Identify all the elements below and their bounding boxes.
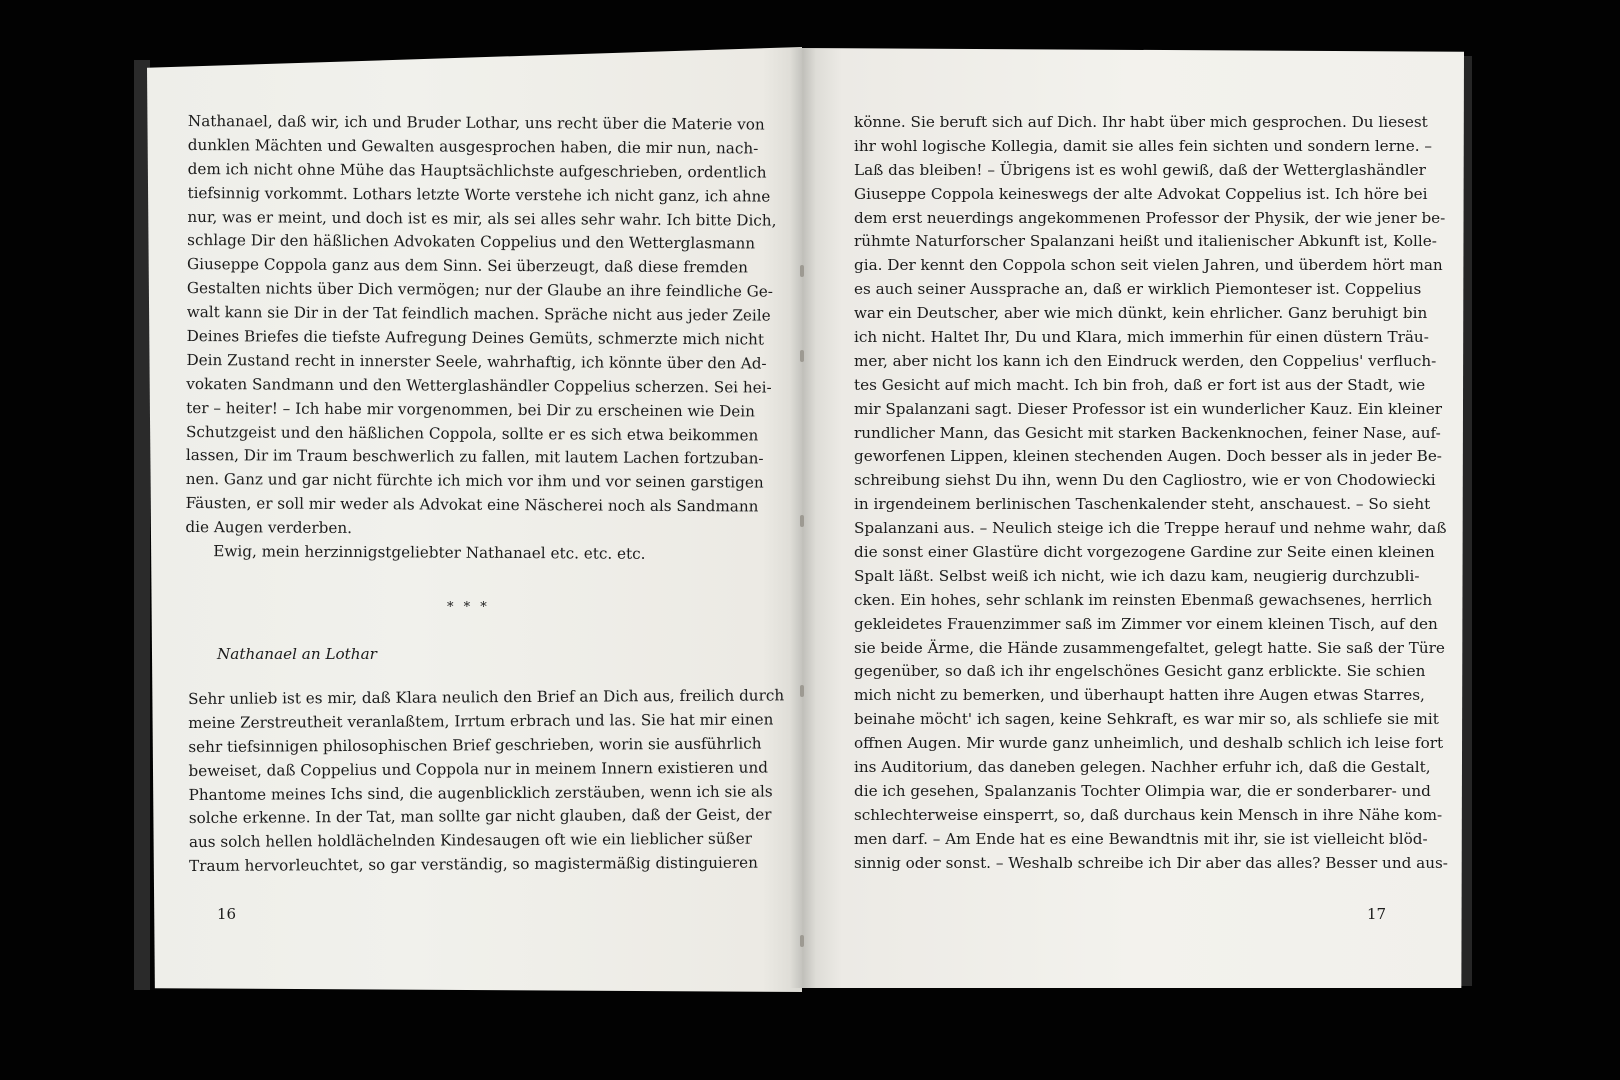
binding-stitch: [800, 265, 804, 277]
binding-stitch: [800, 935, 804, 947]
text-line: solche erkenne. In der Tat, man sollte gar nicht glauben, daß der Geist, der: [188, 805, 772, 828]
text-line: offnen Augen. Mir wurde ganz unheimlich, und deshalb schlich ich leise fort: [854, 734, 1444, 753]
text-line: gegenüber, so daß ich ihr engelschönes Gesicht ganz erblickte. Sie schien: [854, 662, 1426, 681]
text-line: Giuseppe Coppola keineswegs der alte Advokat Coppelius ist. Ich höre bei: [854, 184, 1428, 203]
text-line: die Augen verderben.: [185, 518, 353, 538]
left-paragraph-1: [185, 110, 777, 567]
text-line: Laß das bleiben! – Übrigens ist es wohl gewiß, daß der Wetterglashändler: [854, 160, 1426, 179]
text-line: Spalanzani aus. – Neulich steige ich die Treppe herauf und nehme wahr, daß: [854, 519, 1447, 538]
text-line: könne. Sie beruft sich auf Dich. Ihr habt über mich gesprochen. Du liesest: [854, 113, 1428, 131]
text-line: beinahe möcht' ich sagen, keine Sehkraft, es war mir so, als schliefe sie mit: [854, 710, 1439, 729]
text-line: es auch seiner Aussprache an, daß er wirklich Piemonteser ist. Coppelius: [854, 280, 1422, 299]
text-line: mir Spalanzani sagt. Dieser Professor ist ein wunderlicher Kauz. Ein kleiner: [854, 399, 1442, 418]
text-line: Schutzgeist und den häßlichen Coppola, sollte er es sich etwa beikommen: [185, 422, 759, 445]
text-line: gia. Der kennt den Coppola schon seit vielen Jahren, und überdem hört man: [854, 256, 1443, 275]
section-separator: * * *: [447, 600, 490, 615]
text-line: Spalt läßt. Selbst weiß ich nicht, wie ich dazu kam, neugierig durchzubli-: [854, 566, 1420, 585]
text-line: Gestalten nichts über Dich vermögen; nur der Glaube an ihre feindliche Ge-: [186, 279, 774, 301]
text-line: aus solch hellen holdlächelnden Kindesaugen oft wie ein lieblicher süßer: [188, 829, 753, 852]
text-line: ich nicht. Haltet Ihr, Du und Klara, mich immerhin für einen düstern Träu-: [854, 328, 1429, 347]
text-line: schreibung siehst Du ihn, wenn Du den Cagliostro, wie er von Chodowiecki: [854, 471, 1436, 490]
text-line: lassen, Dir im Traum beschwerlich zu fallen, mit lautem Lachen fortzuban-: [185, 446, 764, 468]
binding-stitch: [800, 515, 804, 527]
text-line: Dein Zustand recht in innerster Seele, wahrhaftig, ich könnte über den Ad-: [186, 350, 767, 373]
text-line: ins Auditorium, das daneben gelegen. Nachher erfuhr ich, daß die Gestalt,: [854, 758, 1431, 777]
text-line: Deines Briefes die tiefste Aufregung Deines Gemüts, schmerzte mich nicht: [186, 327, 765, 349]
text-line: walt kann sie Dir in der Tat feindlich machen. Spräche nicht aus jeder Zeile: [186, 303, 771, 325]
text-line: sinnig oder sonst. – Weshalb schreibe ich Dir aber das alles? Besser und aus-: [854, 853, 1448, 872]
text-line: geworfenen Lippen, kleinen stechenden Augen. Doch besser als in jeder Be-: [854, 447, 1442, 466]
text-line: gekleidetes Frauenzimmer saß im Zimmer vor einem kleinen Tisch, auf den: [854, 614, 1438, 633]
text-line: beweiset, daß Coppelius und Coppola nur in meinem Innern existieren und: [188, 758, 769, 780]
text-line: mer, aber nicht los kann ich den Eindruck werden, den Coppelius' verfluch-: [854, 351, 1437, 370]
text-line: rühmte Naturforscher Spalanzani heißt und italienischer Abkunft ist, Kolle-: [854, 232, 1437, 251]
text-line: tiefsinnig vorkommt. Lothars letzte Worte verstehe ich nicht ganz, ich ahne: [187, 183, 771, 206]
text-line: tes Gesicht auf mich macht. Ich bin froh, daß er fort ist aus der Stadt, wie: [854, 375, 1426, 394]
letter-closing: Ewig, mein herzinnigstgeliebter Nathanael etc. etc. etc.: [213, 542, 646, 563]
text-line: die ich gesehen, Spalanzanis Tochter Olimpia war, die er sonderbarer- und: [854, 781, 1431, 800]
page-number-left: 16: [217, 905, 237, 923]
text-line: schlechterweise einsperrt, so, daß durchaus kein Mensch in ihre Nähe kom-: [854, 805, 1443, 824]
letter-heading: Nathanael an Lothar: [217, 645, 377, 663]
text-line: schlage Dir den häßlichen Advokaten Coppelius und den Wetterglasmann: [187, 231, 756, 253]
text-line: vokaten Sandmann und den Wetterglashändler Coppelius scherzen. Sei hei-: [186, 374, 772, 397]
text-line: mich nicht zu bemerken, und überhaupt hatten ihre Augen etwas Starres,: [854, 686, 1425, 705]
text-line: Traum hervorleuchtet, so gar verständig, so magistermäßig distinguieren: [189, 853, 758, 876]
page-number-right: 17: [1367, 905, 1387, 923]
text-line: men darf. – Am Ende hat es eine Bewandtnis mit ihr, sie ist vielleicht blöd-: [854, 829, 1428, 848]
left-paragraph-2: [188, 685, 785, 880]
text-line: meine Zerstreutheit veranlaßtem, Irrtum erbrach und las. Sie hat mir einen: [188, 710, 774, 732]
text-line: ter – heiter! – Ich habe mir vorgenommen, bei Dir zu erscheinen wie Dein: [186, 398, 756, 421]
text-line: Phantome meines Ichs sind, die augenblicklich zerstäuben, wenn ich sie als: [188, 781, 773, 804]
text-line: Fäusten, er soll mir weder als Advokat eine Näscherei noch als Sandmann: [185, 494, 759, 516]
text-line: Nathanael, daß wir, ich und Bruder Lothar, uns recht über die Materie von: [187, 111, 765, 134]
book-cover-edge-left: [134, 60, 150, 990]
text-line: in irgendeinem berlinischen Taschenkalender steht, anschauest. – So sieht: [854, 495, 1431, 514]
binding-stitch: [800, 685, 804, 697]
text-line: ihr wohl logische Kollegia, damit sie alles fein sichten und sondern lerne. –: [854, 136, 1432, 155]
text-line: sie beide Ärme, die Hände zusammengefaltet, gelegt hatte. Sie saß der Türe: [854, 638, 1445, 657]
binding-stitch: [800, 350, 804, 362]
text-line: Giuseppe Coppola ganz aus dem Sinn. Sei überzeugt, daß diese fremden: [187, 255, 749, 277]
text-line: nur, was er meint, und doch ist es mir, als sei alles sehr wahr. Ich bitte Dich,: [187, 207, 777, 230]
text-line: dem ich nicht ohne Mühe das Hauptsächlichste aufgeschrieben, ordentlich: [187, 159, 767, 182]
text-line: dunklen Mächten und Gewalten ausgesprochen haben, die mir nun, nach-: [187, 135, 759, 158]
text-line: dem erst neuerdings angekommenen Professor der Physik, der wie jener be-: [854, 208, 1446, 227]
text-line: rundlicher Mann, das Gesicht mit starken Backenknochen, feiner Nase, auf-: [854, 423, 1441, 442]
text-line: cken. Ein hohes, sehr schlank im reinsten Ebenmaß gewachsenes, herrlich: [854, 590, 1433, 609]
text-line: Sehr unlieb ist es mir, daß Klara neulich den Brief an Dich aus, freilich durch: [188, 686, 785, 708]
text-line: war ein Deutscher, aber wie mich dünkt, kein ehrlicher. Ganz beruhigt bin: [854, 304, 1428, 323]
right-paragraph: [854, 111, 1448, 876]
text-line: sehr tiefsinnigen philosophischen Brief geschrieben, worin sie ausführlich: [188, 734, 762, 756]
text-line: die sonst einer Glastüre dicht vorgezogene Gardine zur Seite einen kleinen: [854, 543, 1435, 562]
text-line: nen. Ganz und gar nicht fürchte ich mich vor ihm und vor seinen garstigen: [185, 470, 764, 492]
